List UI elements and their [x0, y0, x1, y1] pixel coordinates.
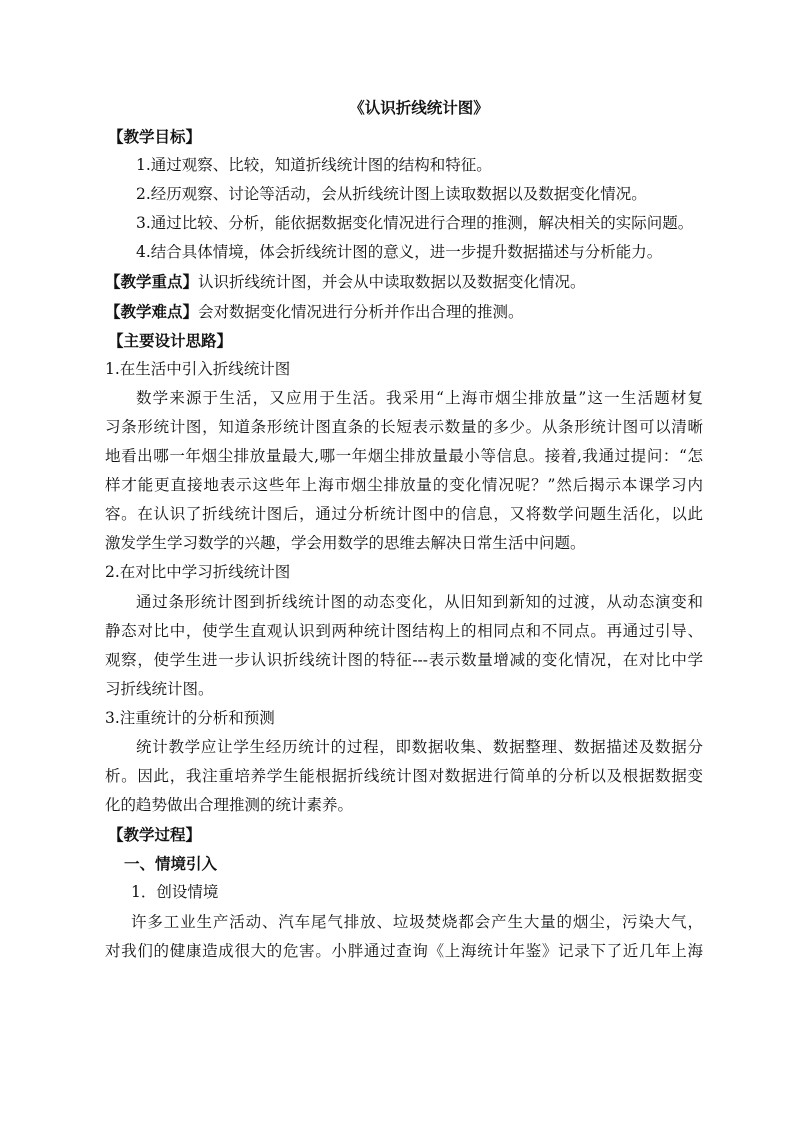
paragraph-line: 化的趋势做出合理推测的统计素养。	[105, 796, 354, 815]
paragraph-line: 观察，使学生进一步认识折线统计图的特征---表示数量增减的变化情况，在对比中学	[105, 650, 703, 669]
paragraph-line: 容。在认识了折线统计图后，通过分析统计图中的信息，又将数学问题生活化，以此	[105, 505, 703, 524]
objective-item: 2.经历观察、讨论等活动，会从折线统计图上读取数据以及数据变化情况。	[136, 185, 647, 204]
design-section-heading: 2.在对比中学习折线统计图	[105, 563, 291, 582]
objective-item: 4.结合具体情境，体会折线统计图的意义，进一步提升数据描述与分析能力。	[136, 243, 663, 262]
paragraph-line: 习条形统计图，知道条形统计图直条的长短表示数量的多少。从条形统计图可以清晰	[105, 417, 703, 436]
paragraph-line: 通过条形统计图到折线统计图的动态变化，从旧知到新知的过渡，从动态演变和	[136, 592, 703, 611]
paragraph-line: 对我们的健康造成很大的危害。小胖通过查询《上海统计年鉴》记录下了近几年上海	[105, 941, 703, 960]
paragraph-line: 地看出哪一年烟尘排放量最大,哪一年烟尘排放量最小等信息。接着,我通过提问：“怎	[105, 447, 703, 466]
document-title: 《认识折线统计图》	[349, 98, 489, 117]
design-heading: 【主要设计思路】	[108, 330, 233, 350]
key-point-paragraph	[105, 267, 703, 296]
objectives-heading: 【教学目标】	[108, 127, 202, 146]
difficulty-text: 会对数据变化情况进行分析并作出合理的推测。	[198, 302, 524, 321]
process-part-heading: 一、情境引入	[124, 854, 218, 874]
process-step-heading: 1．创设情境	[131, 883, 219, 902]
paragraph-line: 样才能更直接地表示这些年上海市烟尘排放量的变化情况呢？”然后揭示本课学习内	[105, 476, 703, 495]
document-body	[105, 94, 703, 966]
objective-item: 3.通过比较、分析，能依据数据变化情况进行合理的推测，解决相关的实际问题。	[136, 214, 694, 233]
difficulty-paragraph	[105, 297, 703, 326]
paragraph-line: 习折线统计图。	[105, 679, 214, 698]
difficulty-label: 【教学难点】	[105, 301, 199, 321]
key-point-text: 认识折线统计图，并会从中读取数据以及数据变化情况。	[198, 273, 586, 292]
paragraph-line: 静态对比中，使学生直观认识到两种统计图结构上的相同点和不同点。再通过引导、	[105, 621, 703, 640]
paragraph-line: 激发学生学习数学的兴趣，学会用数学的思维去解决日常生活中问题。	[105, 534, 586, 553]
objective-item: 1.通过观察、比较，知道折线统计图的结构和特征。	[136, 156, 492, 175]
design-section-heading: 3.注重统计的分析和预测	[105, 708, 275, 727]
key-point-label: 【教学重点】	[105, 272, 199, 292]
design-section-heading: 1.在生活中引入折线统计图	[105, 359, 291, 378]
paragraph-line: 析。因此，我注重培养学生能根据折线统计图对数据进行简单的分析以及根据数据变	[105, 767, 703, 786]
process-heading: 【教学过程】	[108, 825, 202, 845]
paragraph-line: 数学来源于生活，又应用于生活。我采用“上海市烟尘排放量”这一生活题材复	[136, 388, 703, 407]
paragraph-line: 许多工业生产活动、汽车尾气排放、垃圾焚烧都会产生大量的烟尘，污染大气，	[131, 912, 703, 931]
paragraph-line: 统计教学应让学生经历统计的过程，即数据收集、数据整理、数据描述及数据分	[136, 737, 703, 756]
